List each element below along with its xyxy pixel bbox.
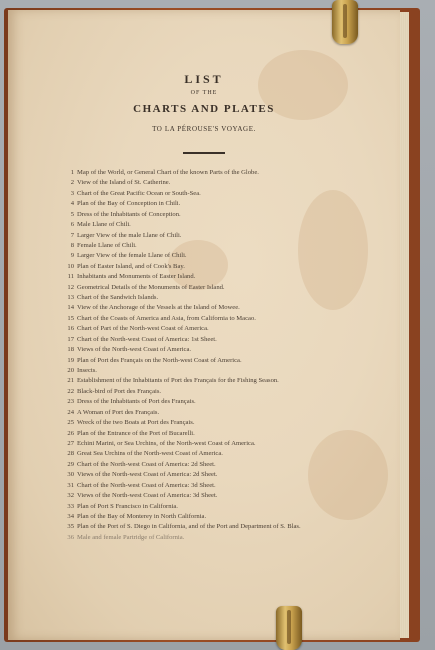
plate-title: Insects. <box>77 367 97 375</box>
plate-title: A Woman of Port des Français. <box>77 408 160 416</box>
title-rule <box>183 152 225 154</box>
plate-number: 34 <box>67 512 74 520</box>
plate-title: Dress of the Inhabitants of Port des Français. <box>77 398 196 406</box>
plate-number: 30 <box>67 471 74 479</box>
list-item <box>58 283 303 293</box>
plate-number: 26 <box>67 429 74 437</box>
list-item <box>58 522 303 532</box>
voyage-subtitle: TO LA PÉROUSE'S VOYAGE. <box>152 125 256 133</box>
plate-title: Plan of the Entrance of the Port of Bucarelli. <box>77 429 195 437</box>
plate-title: Male Llane of Chili. <box>77 221 131 229</box>
plate-title: Chart of the North-west Coast of America: 2d Sheet. <box>77 460 216 468</box>
plate-number: 20 <box>67 367 74 375</box>
list-item <box>58 376 303 386</box>
foxing-stain <box>308 430 388 520</box>
list-item <box>58 429 303 439</box>
top-clip <box>332 0 358 44</box>
plate-number: 4 <box>70 200 74 208</box>
plate-number: 17 <box>67 335 74 343</box>
plate-number: 21 <box>67 377 74 385</box>
list-heading: LIST <box>184 72 224 86</box>
plate-number: 9 <box>70 252 74 260</box>
plate-title: View of the Island of St. Catherine. <box>77 179 171 187</box>
plate-number: 16 <box>67 325 74 333</box>
list-item <box>58 481 303 491</box>
plate-title: Views of the North-west Coast of America. <box>77 346 192 354</box>
plate-title: Plan of Port S Francisco in California. <box>77 502 178 510</box>
plate-number: 31 <box>67 481 74 489</box>
list-item <box>58 220 303 230</box>
plate-number: 18 <box>67 346 74 354</box>
plate-title: Female Llane of Chili. <box>77 241 137 249</box>
list-item <box>58 335 303 345</box>
list-item <box>58 418 303 428</box>
plate-title: Great Sea Urchins of the North-west Coast of America. <box>77 450 223 458</box>
list-item <box>58 314 303 324</box>
list-item <box>58 345 303 355</box>
plate-title: Larger View of the male Llane of Chili. <box>77 231 182 239</box>
plate-title: Chart of Part of the North-west Coast of America. <box>77 325 209 333</box>
list-item <box>58 512 303 522</box>
list-item <box>58 356 303 366</box>
list-item <box>58 460 303 470</box>
plate-number: 10 <box>67 262 74 270</box>
plate-number: 15 <box>67 314 74 322</box>
plate-number: 19 <box>67 356 74 364</box>
plate-number: 32 <box>67 492 74 500</box>
plate-title: View of the Anchorage of the Vessels at the Island of Mowee. <box>77 304 240 312</box>
plate-title: Plan of Easter Island, and of Cook's Bay. <box>77 262 185 270</box>
list-item <box>58 470 303 480</box>
plate-title: Male and female Partridge of California. <box>77 533 185 541</box>
list-item <box>58 189 303 199</box>
plate-title: Plan of Port des Français on the North-west Coast of America. <box>77 356 242 364</box>
list-item <box>58 168 303 178</box>
plate-title: Chart of the North-west Coast of America: 3d Sheet. <box>77 481 216 489</box>
plate-number: 2 <box>70 179 74 187</box>
list-item <box>58 366 303 376</box>
plate-title: Dress of the Inhabitants of Conception. <box>77 210 181 218</box>
plate-number: 8 <box>70 241 74 249</box>
plate-number: 24 <box>67 408 74 416</box>
list-item <box>58 199 303 209</box>
plate-title: Black-bird of Port des Français. <box>77 387 162 395</box>
plate-title: Plan of the Bay of Monterey in North California. <box>77 512 207 520</box>
plate-title: Chart of the Great Pacific Ocean or South-Sea. <box>77 189 201 197</box>
bottom-clip <box>276 606 302 650</box>
plate-title: Plan of the Port of S. Diego in California, and of the Port and Department of S. Blas. <box>77 523 301 531</box>
plate-title: Views of the North-west Coast of America: 3d Sheet. <box>77 492 218 500</box>
plate-number: 22 <box>67 387 74 395</box>
list-item <box>58 178 303 188</box>
list-item <box>58 491 303 501</box>
list-item <box>58 387 303 397</box>
list-item <box>58 251 303 261</box>
plate-title: Chart of the Sandwich Islands. <box>77 294 159 302</box>
plate-number: 25 <box>67 419 74 427</box>
list-item <box>58 241 303 251</box>
plate-title: Wreck of the two Boats at Port des Français. <box>77 419 195 427</box>
list-item <box>58 303 303 313</box>
plate-number: 13 <box>67 294 74 302</box>
of-the-heading: OF THE <box>190 90 218 96</box>
plate-title: Views of the North-west Coast of America: 2d Sheet. <box>77 471 218 479</box>
list-item <box>58 397 303 407</box>
plate-title: Map of the World, or General Chart of the known Parts of the Globe. <box>77 169 259 176</box>
list-item <box>58 439 303 449</box>
list-item <box>58 408 303 418</box>
list-item <box>58 293 303 303</box>
plate-title: Establishment of the Inhabitants of Port des Français for the Fishing Season. <box>77 377 279 385</box>
plate-number: 35 <box>67 523 74 531</box>
list-item <box>58 324 303 334</box>
plate-title: Plan of the Bay of Conception in Chili. <box>77 200 181 208</box>
plate-number: 36 <box>67 533 74 541</box>
plate-number: 11 <box>67 273 74 281</box>
plate-title: Echini Marini, or Sea Urchins, of the North-west Coast of America. <box>77 439 256 447</box>
plate-title: Geometrical Details of the Monuments of Easter Island. <box>77 283 225 291</box>
plate-title: Chart of the Coasts of America and Asia, from California to Macao. <box>77 314 256 322</box>
charts-plates-heading: CHARTS AND PLATES <box>133 103 275 115</box>
plate-title: Chart of the North-west Coast of America: 1st Sheet. <box>77 335 217 343</box>
plate-title: Inhabitants and Monuments of Easter Island. <box>77 273 196 281</box>
list-item <box>58 210 303 220</box>
list-item <box>58 449 303 459</box>
plate-number: 7 <box>70 231 74 239</box>
plate-number: 14 <box>67 304 74 312</box>
plate-number: 29 <box>67 460 74 468</box>
plate-number: 6 <box>70 221 74 229</box>
list-item <box>58 262 303 272</box>
list-item <box>58 231 303 241</box>
plates-list <box>58 168 303 543</box>
plate-number: 33 <box>67 502 74 510</box>
list-item <box>58 272 303 282</box>
foxing-stain <box>298 190 368 310</box>
list-item <box>58 502 303 512</box>
plate-number: 28 <box>67 450 74 458</box>
plate-title: Larger View of the female Llane of Chili. <box>77 252 187 260</box>
plate-number: 27 <box>67 439 74 447</box>
plate-number: 1 <box>70 169 74 176</box>
plate-number: 3 <box>70 189 74 197</box>
plate-number: 5 <box>70 210 74 218</box>
plate-number: 12 <box>67 283 74 291</box>
list-item <box>58 533 303 543</box>
plate-number: 23 <box>67 398 74 406</box>
